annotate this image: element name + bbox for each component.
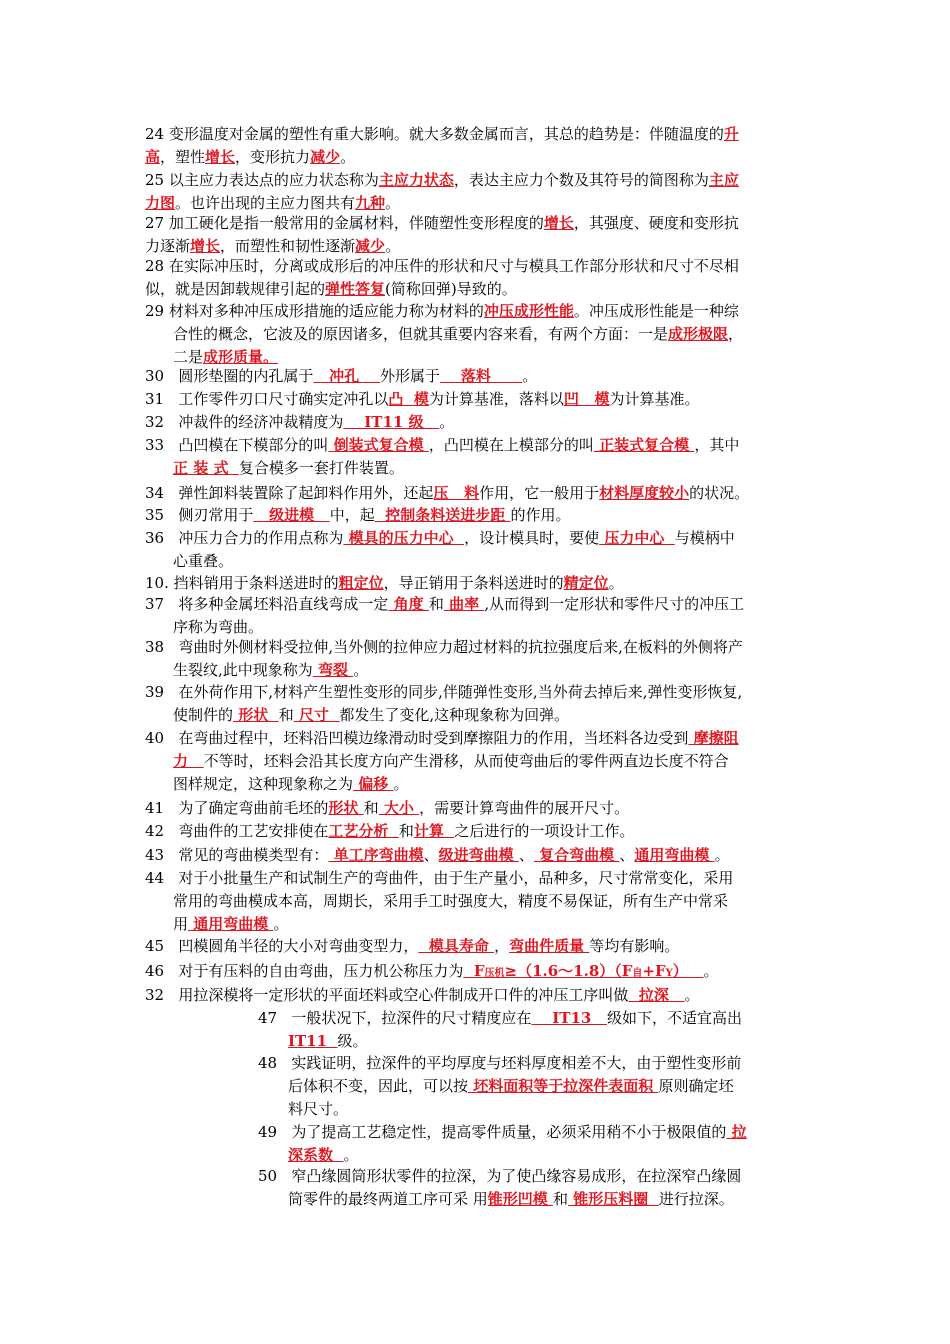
text-line <box>145 821 634 841</box>
answer-text: F <box>463 962 485 980</box>
question-text: 。 <box>684 986 700 1004</box>
answer-text: 弯曲件质量 <box>509 937 590 955</box>
answer-text: 落料 <box>439 367 523 385</box>
question-text: 49 为了提高工艺稳定性，提高零件质量，必须采用稍不小于极限值的 <box>258 1123 727 1141</box>
answer-text: 模具的压力中心 <box>343 529 465 547</box>
question-text: 45 凹模圆角半径的大小对弯曲变型力， <box>145 937 419 955</box>
answer-text: 通用弯曲模 <box>188 915 274 933</box>
question-text: ，而塑性和韧性逐渐 <box>220 237 356 255</box>
answer-text: 升 <box>723 125 739 143</box>
question-text: 42 弯曲件的工艺安排使在 <box>145 822 329 840</box>
answer-text: 尺寸 <box>293 706 340 724</box>
question-text: 复合模多一套打件装置。 <box>238 459 404 477</box>
question-text: ， <box>728 325 744 343</box>
question-text: 。 <box>393 775 409 793</box>
question-text: 31 工作零件刃口尺寸确实定冲孔以 <box>145 390 389 408</box>
question-text: ，其中 <box>694 436 740 454</box>
text-line <box>173 347 278 367</box>
text-line <box>288 1076 733 1096</box>
answer-text: 通用弯曲模 <box>634 846 715 864</box>
question-text: ，需要计算弯曲件的展开尺寸。 <box>419 799 630 817</box>
question-text: 41 为了确定弯曲前毛坯的 <box>145 799 329 817</box>
answer-text: IT11 <box>288 1032 338 1050</box>
answer-text: 拉 <box>726 1123 747 1141</box>
question-text: 作用，它一般用于 <box>479 484 600 502</box>
question-text: 和 <box>278 706 294 724</box>
question-text: 24 变形温度对金属的塑性有重大影响。就大多数金属而言，其总的趋势是：伴随温度的 <box>145 125 724 143</box>
text-line <box>145 412 454 432</box>
answer-text: 偏移 <box>353 775 394 793</box>
text-line <box>288 1031 368 1051</box>
question-text: 原则确定坯 <box>658 1077 734 1095</box>
answer-text: 深系数 <box>288 1146 344 1164</box>
question-text: 44 对于小批量生产和试制生产的弯曲件，由于生产量小，品种多，尺寸常常变化，采用 <box>145 869 734 887</box>
question-text: 35 侧刃常用于 <box>145 506 254 524</box>
text-line <box>145 124 739 144</box>
question-text: 的作用。 <box>510 506 571 524</box>
answer-text: 级进弯曲模 <box>438 846 519 864</box>
question-text: 38 弯曲时外侧材料受拉伸,当外侧的拉伸应力超过材料的抗拉强度后来,在板料的外侧将产 <box>145 638 743 656</box>
answer-text: 级进模 <box>253 506 330 524</box>
answer-text: 材料厚度较小 <box>599 484 690 502</box>
question-text: 二是 <box>173 348 204 366</box>
answer-text: 拉深 <box>628 986 685 1004</box>
question-text: 10. 挡料销用于条料送进时的 <box>145 574 339 592</box>
answer-text: Y <box>665 968 673 979</box>
answer-text: 增长 <box>190 237 221 255</box>
question-text: ，表达主应力个数及其符号的简图称为 <box>453 171 709 189</box>
text-line <box>173 774 408 794</box>
question-text: ， <box>494 937 510 955</box>
answer-text: 复合弯曲模 <box>533 846 620 864</box>
text-line <box>145 366 537 386</box>
question-text: 47 一般状况下，拉深件的尺寸精度应在 <box>258 1009 532 1027</box>
answer-text: 锥形压料圈 <box>568 1190 659 1208</box>
question-text: 。 <box>714 846 730 864</box>
answer-text: 精定位 <box>563 574 609 592</box>
answer-text: 角度 <box>388 595 429 613</box>
question-text: 39 在外荷作用下,材料产生塑性变形的同步,伴随弹性变形,当外荷去掉后来,弹性变形恢复, <box>145 683 743 701</box>
question-text: ，导正销用于条料送进时的 <box>383 574 564 592</box>
answer-text: 力 <box>173 752 204 770</box>
answer-text: IT13 <box>531 1009 608 1027</box>
question-text: ，塑性 <box>160 148 206 166</box>
text-line <box>258 1122 747 1142</box>
question-text: 外形属于 <box>379 367 440 385</box>
text-line <box>145 170 739 190</box>
question-text: 不等时，坯料会沿其长度方向产生滑移，从而使弯曲后的零件两直边长度不符合 <box>203 752 729 770</box>
question-text: 29 材料对多种冲压成形措施的适应能力称为材料的 <box>145 302 484 320</box>
question-text: 与模柄中 <box>674 529 735 547</box>
question-text: 。 <box>385 194 401 212</box>
question-text: 46 对于有压料的自由弯曲，压力机公称压力为 <box>145 962 464 980</box>
answer-text: 力图 <box>145 194 176 212</box>
text-line <box>145 845 730 865</box>
text-line <box>145 301 739 321</box>
answer-text: 坯料面积等于拉深件表面积 <box>468 1077 659 1095</box>
question-text: 。 <box>522 367 538 385</box>
question-text: 之后进行的一项设计工作。 <box>454 822 635 840</box>
text-line <box>258 1053 741 1073</box>
question-text: 。冲压成形性能是一种综 <box>573 302 739 320</box>
question-text: 用 <box>173 915 189 933</box>
answer-text: 弯裂 <box>312 661 354 679</box>
answer-text: 减少 <box>355 237 386 255</box>
answer-text: 冲压成形性能 <box>483 302 574 320</box>
question-text: 。 <box>703 962 719 980</box>
text-line <box>258 1166 741 1186</box>
question-text: 为计算基准。 <box>609 390 700 408</box>
text-line <box>145 594 744 614</box>
question-text: 似，就是因卸载规律引起的 <box>145 280 326 298</box>
question-text: 。 <box>273 915 289 933</box>
question-text: 和 <box>428 595 444 613</box>
question-text: 36 冲压力合力的作用点称为 <box>145 529 344 547</box>
question-text: 常用的弯曲模成本高，周期长，采用手工时强度大，精度不易保证，所有生产中常采 <box>173 892 729 910</box>
text-line <box>145 637 743 657</box>
text-line <box>145 279 517 299</box>
text-line <box>173 551 233 571</box>
question-text: 图样规定，这种现象称之为 <box>173 775 354 793</box>
text-line <box>145 573 624 593</box>
text-line <box>258 1008 742 1028</box>
question-text: 34 弹性卸料装置除了起卸料作用外，还起 <box>145 484 434 502</box>
question-text: 生裂纹,此中现象称为 <box>173 661 313 679</box>
question-text: 40 在弯曲过程中，坯料沿凹模边缘滑动时受到摩擦阻力的作用，当坯料各边受到 <box>145 729 689 747</box>
answer-text: 增长 <box>205 148 236 166</box>
answer-text: 摩擦阻 <box>688 729 739 747</box>
answer-text: 曲率 <box>443 595 485 613</box>
text-line <box>145 985 700 1005</box>
question-text: 48 实践证明，拉深件的平均厚度与坯料厚度相差不大，由于塑性变形前 <box>258 1054 742 1072</box>
text-line <box>288 1099 348 1119</box>
text-line <box>145 682 742 702</box>
answer-text: 弹性答复 <box>325 280 386 298</box>
question-text: 使制件的 <box>173 706 234 724</box>
question-text: ,从而得到一定形状和零件尺寸的冲压工 <box>484 595 745 613</box>
text-line <box>173 914 288 934</box>
text-line <box>145 256 739 276</box>
answer-text: 自 <box>632 968 643 979</box>
question-text: 料尺寸。 <box>288 1100 349 1118</box>
answer-text: 大小 <box>378 799 420 817</box>
question-text: 中，起 <box>329 506 375 524</box>
question-text: 50 窄凸缘圆筒形状零件的拉深，为了使凸缘容易成形，在拉深窄凸缘圆 <box>258 1167 742 1185</box>
question-text: 进行拉深。 <box>658 1190 734 1208</box>
answer-text: 凹 模 <box>563 390 610 408</box>
text-line <box>145 728 739 748</box>
question-text: 28 在实际冲压时，分离或成形后的冲压件的形状和尺寸与模具工作部分形状和尺寸不尽相 <box>145 257 739 275</box>
text-line <box>173 891 728 911</box>
answer-text: +F <box>642 962 666 980</box>
answer-text: ≥（1.6～1.8）（F <box>504 962 633 980</box>
text-line <box>145 528 735 548</box>
question-text: 。 <box>340 148 356 166</box>
answer-text: 模具寿命 <box>418 937 495 955</box>
question-text: ，凸凹模在上模部分的叫 <box>428 436 594 454</box>
question-text: ，设计模具时，要使 <box>464 529 600 547</box>
text-line <box>173 660 368 680</box>
question-text: 27 加工硬化是指一般常用的金属材料，伴随塑性变形程度的 <box>145 214 544 232</box>
answer-text: 工艺分析 <box>328 822 399 840</box>
answer-text: 压机 <box>484 968 505 979</box>
question-text: 32 冲裁件的经济冲裁精度为 <box>145 413 344 431</box>
answer-text: ） <box>672 962 704 980</box>
question-text: 。 <box>353 661 369 679</box>
text-line <box>173 705 569 725</box>
text-line <box>145 389 700 409</box>
question-text: 。也许出现的主应力图共有 <box>175 194 356 212</box>
answer-text: IT11 级 <box>343 413 440 431</box>
answer-text: 粗定位 <box>338 574 384 592</box>
answer-text: 增长 <box>543 214 574 232</box>
text-line <box>173 458 404 478</box>
text-line <box>145 505 570 525</box>
question-text: 。 <box>608 574 624 592</box>
question-text: 30 圆形垫圈的内孔属于 <box>145 367 314 385</box>
question-text: 43 常见的弯曲模类型有： <box>145 846 329 864</box>
question-text: 、 <box>518 846 534 864</box>
question-text: 为计算基准，落料以 <box>428 390 564 408</box>
answer-text: 主应力状态 <box>378 171 454 189</box>
question-text: 的状况。 <box>689 484 750 502</box>
question-text: ，其强度、硬度和变形抗 <box>573 214 739 232</box>
answer-text: 正装式复合模 <box>593 436 695 454</box>
question-text: 合性的概念，它波及的原因诸多，但就其重要内容来看，有两个方面：一是 <box>173 325 669 343</box>
answer-text: 形状 <box>328 799 364 817</box>
question-text: 。 <box>343 1146 359 1164</box>
question-text: 级。 <box>337 1032 368 1050</box>
answer-text: 成形质量。 <box>203 348 279 366</box>
text-line <box>145 483 749 503</box>
question-text: 筒零件的最终两道工序可采 用 <box>288 1190 488 1208</box>
answer-text: 计算 <box>413 822 455 840</box>
answer-text: 倒装式复合模 <box>328 436 429 454</box>
question-text: 级如下，不适宜高出 <box>607 1009 743 1027</box>
answer-text: 冲孔 <box>313 367 380 385</box>
question-text: 和 <box>363 799 379 817</box>
answer-text: 成形极限 <box>668 325 729 343</box>
question-text: 心重叠。 <box>173 552 234 570</box>
text-line <box>288 1145 358 1165</box>
question-text: 序称为弯曲。 <box>173 618 264 636</box>
question-text: 后体积不变，因此，可以按 <box>288 1077 469 1095</box>
answer-text: 压力中心 <box>599 529 675 547</box>
answer-text: 正 装 式 <box>173 459 239 477</box>
text-line <box>145 961 718 984</box>
text-line <box>145 147 355 167</box>
question-text: 32 用拉深模将一定形状的平面坯料或空心件制成开口件的冲压工序叫做 <box>145 986 629 1004</box>
question-text: 和 <box>553 1190 569 1208</box>
text-line <box>173 324 743 344</box>
answer-text: 凸 模 <box>388 390 429 408</box>
text-line <box>145 798 629 818</box>
answer-text: 单工序弯曲模 <box>328 846 424 864</box>
question-text: 。 <box>439 413 455 431</box>
text-line <box>173 751 729 771</box>
question-text: 37 将多种金属坯料沿直线弯成一定 <box>145 595 389 613</box>
question-text: 33 凸凹模在下模部分的叫 <box>145 436 329 454</box>
question-text: 。 <box>385 237 401 255</box>
answer-text: 控制条料送进步距 <box>374 506 511 524</box>
question-text: 25 以主应力表达点的应力状态称为 <box>145 171 379 189</box>
text-line <box>145 193 400 213</box>
answer-text: 高 <box>145 148 161 166</box>
text-line <box>145 868 733 888</box>
question-text: 、 <box>619 846 635 864</box>
text-line <box>145 236 400 256</box>
question-text: 都发生了变化,这种现象称为回弹。 <box>339 706 570 724</box>
text-line <box>145 936 679 956</box>
answer-text: 减少 <box>310 148 341 166</box>
question-text: 力逐渐 <box>145 237 191 255</box>
answer-text: 压 料 <box>433 484 480 502</box>
question-text: 、 <box>423 846 439 864</box>
question-text: 等均有影响。 <box>589 937 680 955</box>
question-text: (简称回弹)导致的。 <box>385 280 517 298</box>
answer-text: 主应 <box>708 171 739 189</box>
question-text: 和 <box>398 822 414 840</box>
answer-text: 九种 <box>355 194 386 212</box>
text-line <box>288 1189 734 1209</box>
text-line <box>145 213 739 233</box>
answer-text: 形状 <box>233 706 279 724</box>
text-line <box>173 617 263 637</box>
text-line <box>145 435 739 455</box>
question-text: ，变形抗力 <box>235 148 311 166</box>
answer-text: 锥形凹模 <box>487 1190 554 1208</box>
